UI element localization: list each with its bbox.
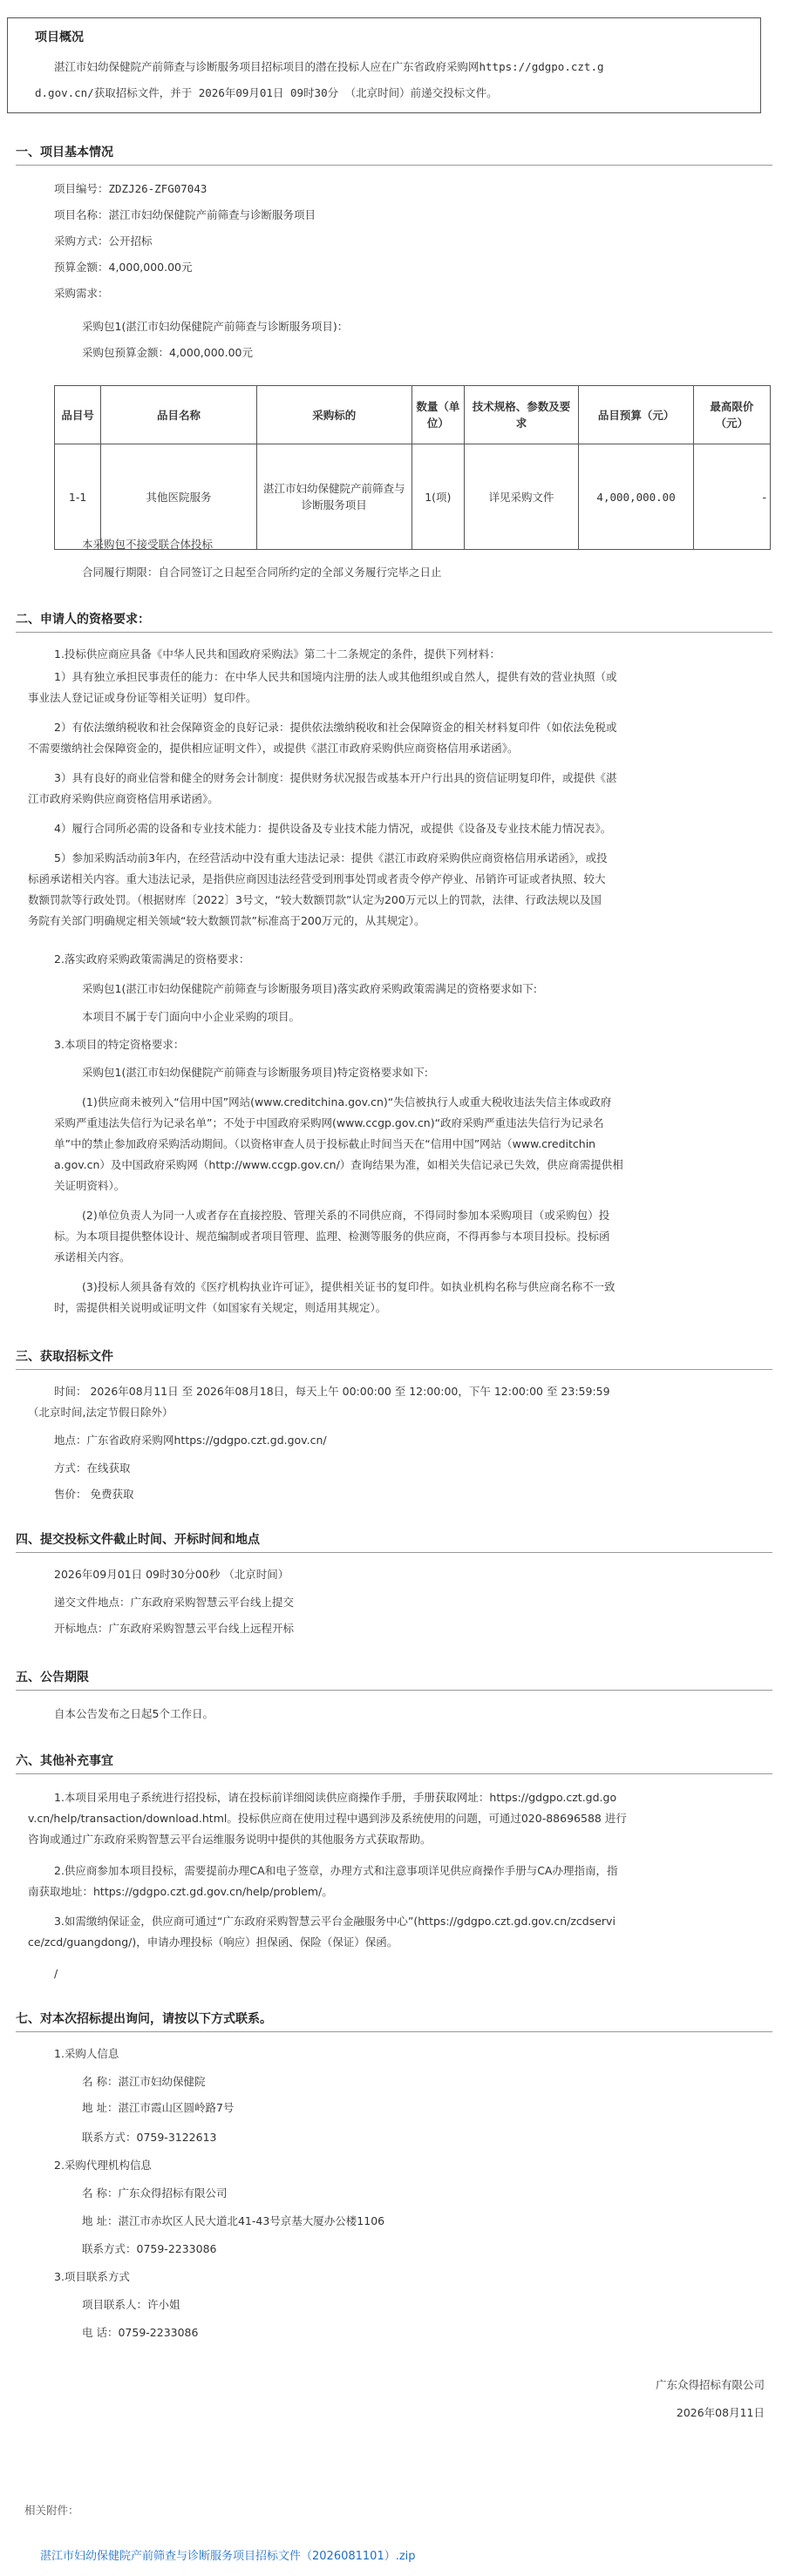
qualification-line: (1)供应商未被列入“信用中国”网站(www.creditchina.gov.cn)“失信被执行人或重大税收违法失信主体或政府 <box>82 1095 612 1108</box>
cell-item-budget: 4,000,000.00 <box>579 444 694 550</box>
purchaser-phone: 联系方式：0759-3122613 <box>82 2131 217 2144</box>
cell-quantity: 1(项) <box>412 444 464 550</box>
supplement-line: / <box>54 1967 58 1980</box>
contract-term: 合同履行期限：自合同签订之日起至合同所约定的全部义务履行完毕之日止 <box>82 566 442 579</box>
section-divider <box>16 1690 772 1691</box>
th-max-price: 最高限价（元） <box>693 386 770 444</box>
section-7-heading: 七、对本次招标提出询问，请按以下方式联系。 <box>16 2012 272 2026</box>
qualification-line: 5）参加采购活动前3年内，在经营活动中没有重大违法记录：提供《湛江市政府采购供应商资格信用承诺函》，或投 <box>54 851 608 864</box>
attachments-label: 相关附件： <box>24 2504 79 2517</box>
purchaser-name: 名 称：湛江市妇幼保健院 <box>82 2075 206 2088</box>
qualification-line: 事业法人登记证或身份证等相关证明）复印件。 <box>28 691 257 704</box>
th-item-budget: 品目预算（元） <box>579 386 694 444</box>
cell-item-no: 1-1 <box>55 444 101 550</box>
qualification-line: 2.落实政府采购政策需满足的资格要求： <box>54 952 250 966</box>
qualification-line: 3）具有良好的商业信誉和健全的财务会计制度：提供财务状况报告或基本开户行出具的资信证明复印件，或提供《湛 <box>54 771 617 784</box>
qualification-line: 本项目不属于专门面向中小企业采购的项目。 <box>82 1010 301 1023</box>
package-budget: 采购包预算金额：4,000,000.00元 <box>82 346 253 359</box>
signature-org: 广东众得招标有限公司 <box>655 2378 765 2391</box>
section-4-heading: 四、提交投标文件截止时间、开标时间和地点 <box>16 1533 260 1547</box>
acquisition-time-note: （北京时间,法定节假日除外） <box>28 1406 173 1419</box>
project-contact-title: 3.项目联系方式 <box>54 2270 130 2283</box>
project-code: 项目编号：ZDZJ26-ZFG07043 <box>54 182 207 195</box>
table-row <box>55 444 771 550</box>
supplement-line: 南获取地址：https://gdgpo.czt.gd.gov.cn/help/problem/。 <box>28 1885 333 1898</box>
th-quantity: 数量（单位） <box>412 386 464 444</box>
cell-spec: 详见采购文件 <box>464 444 579 550</box>
th-subject: 采购标的 <box>256 386 412 444</box>
attachment-download-link[interactable]: 湛江市妇幼保健院产前筛查与诊断服务项目招标文件（2026081101）.zip <box>40 2550 416 2563</box>
supplement-line: 1.本项目采用电子系统进行招投标，请在投标前详细阅读供应商操作手册，手册获取网址：https://gdgpo.czt.gd.go <box>54 1791 617 1804</box>
qualification-line: 1）具有独立承担民事责任的能力：在中华人民共和国境内注册的法人或其他组织或自然人，提供有效的营业执照（或 <box>54 670 617 683</box>
supplement-line: 咨询或通过广东政府采购智慧云平台运维服务说明中提供的其他服务方式获取帮助。 <box>28 1833 432 1846</box>
th-item-name: 品目名称 <box>101 386 256 444</box>
qualification-line: 时，需提供相关说明或证明文件（如国家有关规定，则适用其规定）。 <box>54 1301 387 1314</box>
qualification-line: 1.投标供应商应具备《中华人民共和国政府采购法》第二十二条规定的条件，提供下列材料： <box>54 647 500 661</box>
agency-address: 地 址：湛江市赤坎区人民大道北41-43号京基大厦办公楼1106 <box>82 2214 385 2227</box>
overview-line-2: d.gov.cn/获取招标文件，并于 2026年09月01日 09时30分 （北京时间）前递交投标文件。 <box>35 86 498 99</box>
overview-line-1: 湛江市妇幼保健院产前筛查与诊断服务项目招标项目的潜在投标人应在广东省政府采购网https://gdgpo.czt.g <box>54 60 604 73</box>
table-header-row <box>55 386 771 444</box>
qualification-line: (2)单位负责人为同一人或者存在直接控股、管理关系的不同供应商，不得同时参加本采购项目（或采购包）投 <box>82 1209 610 1222</box>
opening-place: 开标地点：广东政府采购智慧云平台线上远程开标 <box>54 1622 295 1635</box>
qualification-line: 采购包1(湛江市妇幼保健院产前筛查与诊断服务项目)落实政府采购政策需满足的资格要求如下: <box>82 982 537 995</box>
section-3-heading: 三、获取招标文件 <box>16 1350 113 1364</box>
project-contact-person: 项目联系人：许小姐 <box>82 2298 180 2311</box>
supplement-line: v.cn/help/transaction/download.html。投标供应商在使用过程中遇到涉及系统使用的问题，可通过020-88696588 进行 <box>28 1812 627 1825</box>
cell-max-price: - <box>693 444 770 550</box>
budget-amount: 预算金额：4,000,000.00元 <box>54 261 193 274</box>
supplement-line: 3.如需缴纳保证金，供应商可通过“广东政府采购智慧云平台金融服务中心”(https://gdgpo.czt.gd.gov.cn/zcdservi <box>54 1915 616 1928</box>
purchaser-title: 1.采购人信息 <box>54 2047 119 2060</box>
project-contact-phone: 电 话：0759-2233086 <box>82 2326 199 2339</box>
qualification-line: 标函承诺相关内容。重大违法记录，是指供应商因违法经营受到刑事处罚或者责令停产停业、吊销许可证或者执照、较大 <box>28 872 606 885</box>
section-divider <box>16 2031 772 2032</box>
package-title: 采购包1(湛江市妇幼保健院产前筛查与诊断服务项目)： <box>82 320 349 333</box>
agency-phone: 联系方式：0759-2233086 <box>82 2242 217 2255</box>
th-spec: 技术规格、参数及要求 <box>464 386 579 444</box>
procurement-needs: 采购需求： <box>54 287 109 300</box>
section-divider <box>16 1369 772 1370</box>
qualification-line: 单”中的禁止参加政府采购活动期间。（以资格审查人员于投标截止时间当天在“信用中国”网站（www.creditchin <box>54 1137 596 1150</box>
qualification-line: 采购包1(湛江市妇幼保健院产前筛查与诊断服务项目)特定资格要求如下: <box>82 1066 428 1079</box>
acquisition-time: 时间： 2026年08月11日 至 2026年08月18日，每天上午 00:00:00 至 12:00:00，下午 12:00:00 至 23:59:59 <box>54 1385 610 1398</box>
qualification-line: a.gov.cn）及中国政府采购网（http://www.ccgp.gov.cn/）查询结果为准，如相关失信记录已失效，供应商需提供相 <box>54 1158 623 1171</box>
qualification-line: 关证明资料）。 <box>54 1179 126 1192</box>
acquisition-place: 地点：广东省政府采购网https://gdgpo.czt.gd.gov.cn/ <box>54 1434 327 1447</box>
agency-name: 名 称：广东众得招标有限公司 <box>82 2186 228 2200</box>
qualification-line: (3)投标人须具备有效的《医疗机构执业许可证》，提供相关证书的复印件。如执业机构名称与供应商名称不一致 <box>82 1280 616 1293</box>
qualification-line: 2）有依法缴纳税收和社会保障资金的良好记录：提供依法缴纳税收和社会保障资金的相关材料复印件（如依法免税或 <box>54 721 617 734</box>
section-divider <box>16 632 772 633</box>
acquisition-way: 方式：在线获取 <box>54 1461 131 1474</box>
qualification-line: 采购严重违法失信行为记录名单”；不处于中国政府采购网(www.ccgp.gov.cn)“政府采购严重违法失信行为记录名 <box>54 1116 604 1129</box>
qualification-line: 3.本项目的特定资格要求： <box>54 1038 185 1051</box>
consortium-note: 本采购包不接受联合体投标 <box>82 538 214 551</box>
purchaser-address: 地 址：湛江市霞山区圆岭路7号 <box>82 2101 235 2114</box>
qualification-line: 江市政府采购供应商资格信用承诺函》。 <box>28 792 219 805</box>
submission-place: 递交文件地点：广东政府采购智慧云平台线上提交 <box>54 1596 295 1609</box>
section-divider <box>16 1552 772 1553</box>
procurement-method: 采购方式：公开招标 <box>54 234 153 247</box>
qualification-line: 务院有关部门明确规定相关领域“较大数额罚款”标准高于200万元的，从其规定）。 <box>28 914 425 927</box>
qualification-line: 4）履行合同所必需的设备和专业技术能力：提供设备及专业技术能力情况，或提供《设备及专业技术能力情况表》。 <box>54 822 612 835</box>
cell-item-name: 其他医院服务 <box>101 444 256 550</box>
overview-heading: 项目概况 <box>35 31 84 44</box>
signature-date: 2026年08月11日 <box>676 2406 765 2419</box>
project-name: 项目名称：湛江市妇幼保健院产前筛查与诊断服务项目 <box>54 208 316 221</box>
supplement-line: 2.供应商参加本项目投标，需要提前办理CA和电子签章，办理方式和注意事项详见供应商操作手册与CA办理指南，指 <box>54 1864 618 1877</box>
qualification-line: 数额罚款等行政处罚。（根据财库〔2022〕3号文，“较大数额罚款”认定为200万元以上的罚款，法律、行政法规以及国 <box>28 893 602 906</box>
section-divider <box>16 165 772 166</box>
items-table <box>54 385 771 550</box>
section-2-heading: 二、申请人的资格要求： <box>16 613 150 627</box>
agency-title: 2.采购代理机构信息 <box>54 2159 152 2172</box>
announcement-period: 自本公告发布之日起5个工作日。 <box>54 1707 214 1720</box>
section-5-heading: 五、公告期限 <box>16 1671 89 1685</box>
qualification-line: 不需要缴纳社会保障资金的，提供相应证明文件），或提供《湛江市政府采购供应商资格信用承诺函》。 <box>28 742 519 755</box>
cell-subject: 湛江市妇幼保健院产前筛查与诊断服务项目 <box>256 444 412 550</box>
qualification-line: 承诺相关内容。 <box>54 1251 131 1264</box>
section-6-heading: 六、其他补充事宜 <box>16 1754 113 1768</box>
th-item-no: 品目号 <box>55 386 101 444</box>
submission-deadline: 2026年09月01日 09时30分00秒 （北京时间） <box>54 1568 289 1581</box>
section-divider <box>16 1773 772 1774</box>
supplement-line: ce/zcd/guangdong/)，申请办理投标（响应）担保函、保险（保证）保函。 <box>28 1935 398 1949</box>
section-1-heading: 一、项目基本情况 <box>16 146 113 159</box>
qualification-line: 标。为本项目提供整体设计、规范编制或者项目管理、监理、检测等服务的供应商，不得再参与本项目投标。投标函 <box>54 1230 610 1243</box>
acquisition-price: 售价： 免费获取 <box>54 1488 134 1501</box>
